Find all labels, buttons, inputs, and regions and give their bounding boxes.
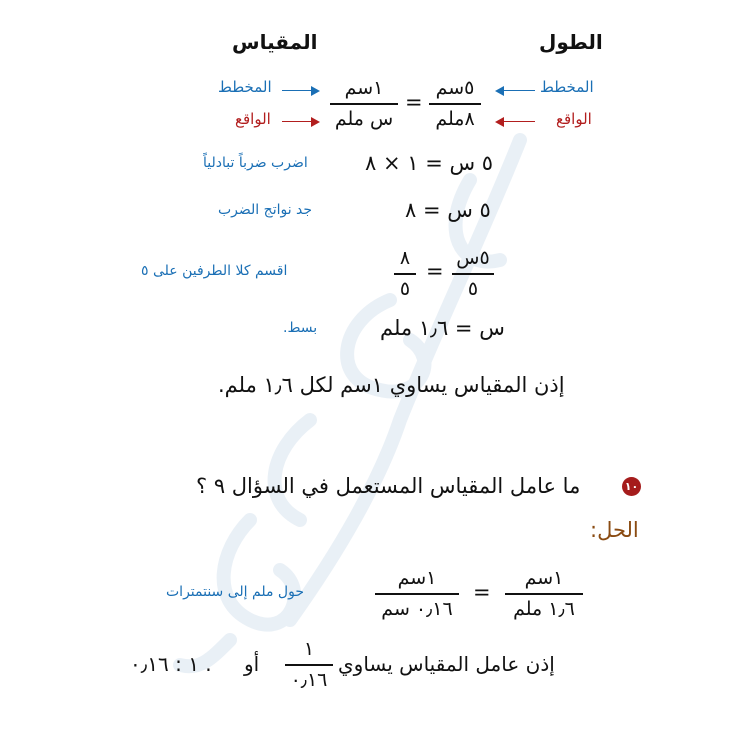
step3-note: اقسم كلا الطرفين على ٥: [141, 263, 288, 279]
step1-note: اضرب ضرباً تبادلياً: [203, 155, 308, 171]
label-map-left: المخطط: [218, 78, 272, 96]
step3-right-denominator: ٥: [399, 277, 411, 300]
fraction-bar: [394, 273, 416, 275]
fraction-length-denominator: ٨ملم: [435, 107, 475, 130]
conversion-left-denominator: ١٫٦ ملم: [513, 597, 575, 620]
fraction-bar: [285, 664, 333, 666]
fraction-bar: [375, 593, 459, 595]
conversion-equals: =: [473, 580, 491, 604]
fraction-length: [429, 79, 481, 129]
step3-left-denominator: ٥: [467, 277, 479, 300]
final-fraction-denominator: ٠٫١٦: [290, 668, 328, 691]
arrow-real-left-icon: [282, 121, 318, 122]
question-text: ما عامل المقياس المستعمل في السؤال ٩ ؟: [196, 474, 581, 498]
fraction-scale: [330, 79, 398, 129]
fraction-bar: [330, 103, 398, 105]
question-number-badge: ١٠: [622, 477, 641, 496]
fraction-scale-numerator: ١سم: [344, 77, 384, 99]
final-or: أو: [244, 652, 260, 676]
step4-equation: س = ١٫٦ ملم: [380, 316, 505, 340]
final-fraction: [285, 640, 333, 690]
fraction-length-numerator: ٥سم: [435, 77, 475, 99]
label-real-left: الواقع: [235, 110, 271, 128]
arrow-map-left-icon: [282, 90, 318, 91]
conversion-right-numerator: ١سم: [397, 567, 437, 589]
fraction-bar: [452, 273, 494, 275]
fraction-scale-denominator: س ملم: [334, 107, 394, 130]
step3-fraction-left: [452, 249, 494, 299]
header-scale: المقياس: [232, 30, 318, 54]
final-fraction-numerator: ١: [303, 638, 315, 660]
arrow-map-right-icon: [497, 90, 535, 91]
conversion-note: حول ملم إلى سنتمترات: [166, 584, 304, 600]
step2-equation: ٥ س = ٨: [405, 198, 491, 222]
final-ratio: ١ : ٠٫١٦ .: [130, 652, 212, 676]
fraction-bar: [429, 103, 481, 105]
step1-equation: ٥ س = ١ × ٨: [365, 151, 494, 175]
conversion-fraction-left: [505, 569, 583, 619]
step3-right-numerator: ٨: [399, 247, 411, 269]
arrow-real-right-icon: [497, 121, 535, 122]
conversion-right-denominator: ٠٫١٦ سم: [381, 597, 453, 620]
conversion-left-numerator: ١سم: [524, 567, 564, 589]
conversion-fraction-right: [375, 569, 459, 619]
fraction-bar: [505, 593, 583, 595]
step3-equals: =: [426, 259, 444, 283]
step2-note: جد نواتج الضرب: [218, 202, 313, 218]
label-map-right: المخطط: [540, 78, 594, 96]
step3-left-numerator: ٥س: [456, 247, 490, 269]
header-length: الطول: [539, 30, 603, 54]
final-answer-text: إذن عامل المقياس يساوي: [338, 652, 555, 676]
label-real-right: الواقع: [556, 110, 592, 128]
conclusion-scale: إذن المقياس يساوي ١سم لكل ١٫٦ ملم.: [218, 373, 565, 397]
step3-fraction-right: [394, 249, 416, 299]
step4-note: بسط.: [283, 320, 318, 336]
equals-sign: =: [405, 90, 423, 114]
solution-label: الحل:: [590, 518, 639, 542]
